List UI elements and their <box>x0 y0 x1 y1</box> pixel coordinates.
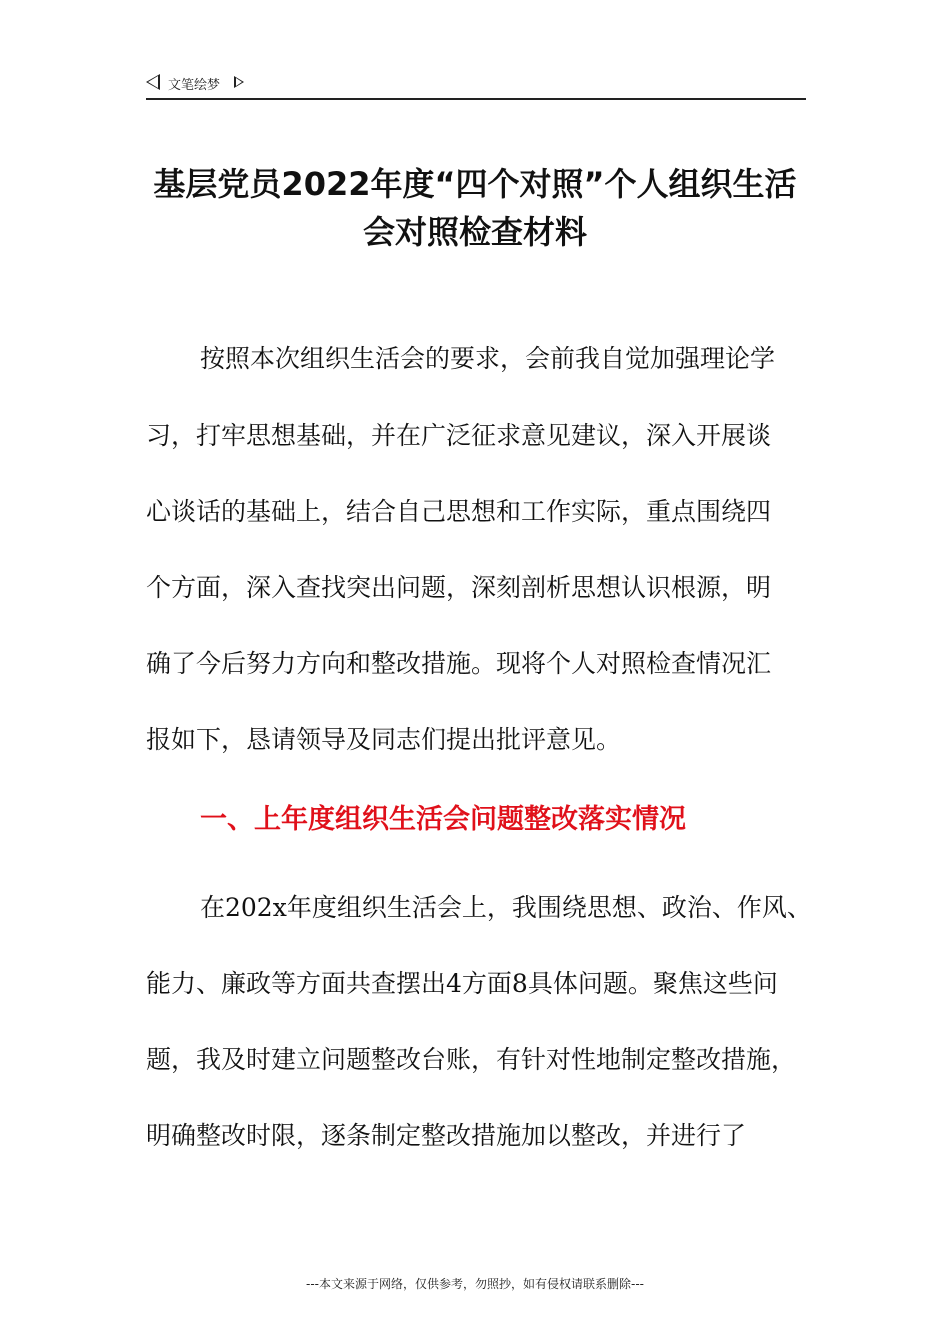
section1-line: 能力、廉政等方面共查摆出4方面8具体问题。聚焦这些问 <box>146 969 778 998</box>
intro-line: 习，打牢思想基础，并在广泛征求意见建议，深入开展谈 <box>146 421 772 450</box>
triangle-right-icon <box>234 76 244 88</box>
document-title-line-2: 会对照检查材料 <box>362 213 587 251</box>
section1-line: 在202x年度组织生活会上，我围绕思想、政治、作风、 <box>200 893 812 922</box>
intro-line: 个方面，深入查找突出问题，深刻剖析思想认识根源，明 <box>146 573 772 602</box>
header-brand: 文笔绘梦 <box>168 78 221 93</box>
triangle-left-icon <box>146 74 160 90</box>
intro-line: 确了今后努力方向和整改措施。现将个人对照检查情况汇 <box>146 649 772 678</box>
intro-line: 按照本次组织生活会的要求，会前我自觉加强理论学 <box>200 344 776 373</box>
document-title-line-1: 基层党员2022年度“四个对照”个人组织生活 <box>153 165 797 203</box>
section1-line: 题，我及时建立问题整改台账，有针对性地制定整改措施， <box>146 1045 797 1074</box>
page-header <box>146 72 806 100</box>
intro-line: 报如下，恳请领导及同志们提出批评意见。 <box>146 725 622 754</box>
intro-line: 心谈话的基础上，结合自己思想和工作实际，重点围绕四 <box>146 497 772 526</box>
footer-notice: ---本文来源于网络，仅供参考，勿照抄，如有侵权请联系删除--- <box>306 1277 644 1291</box>
section1-line: 明确整改时限，逐条制定整改措施加以整改，并进行了 <box>146 1121 747 1150</box>
section-heading-1: 一、上年度组织生活会问题整改落实情况 <box>200 804 686 835</box>
